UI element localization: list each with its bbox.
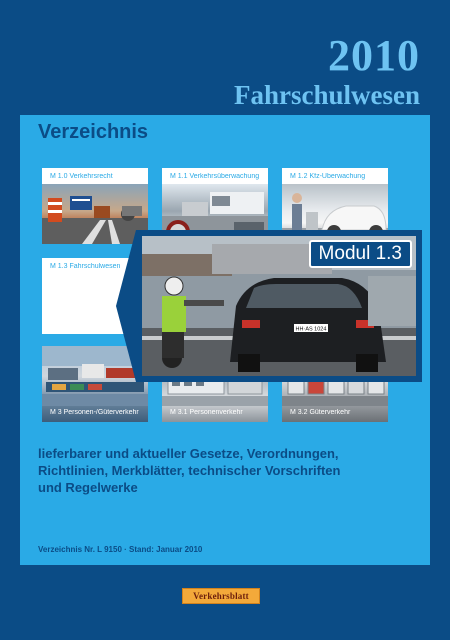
tile-label: M 1.3 Fahrschulwesen — [50, 263, 121, 270]
description-line: und Regelwerke — [38, 480, 138, 495]
publisher-logo-text: Verkehrsblatt — [193, 591, 249, 601]
description-line: Richtlinien, Merkblätter, technischer Vorschriften — [38, 463, 341, 478]
tile-label: M 1.2 Kfz-Überwachung — [290, 173, 366, 180]
description-line: lieferbarer und aktueller Gesetze, Verordnungen, — [38, 446, 339, 461]
plate-text: HH·AS 1024 — [295, 326, 327, 333]
catalog-description — [38, 445, 418, 496]
catalog-number: Verzeichnis Nr. L 9150 · Stand: Januar 2010 — [38, 545, 203, 554]
tile-photo-roadwork — [42, 184, 148, 244]
publisher-logo — [182, 588, 260, 604]
panel-title: Verzeichnis — [38, 121, 149, 143]
tile-label: M 3 Personen-/Güterverkehr — [50, 409, 139, 416]
year-title: 2010 — [328, 31, 420, 80]
subtitle: Fahrschulwesen — [233, 80, 420, 110]
tile-label: M 1.0 Verkehrsrecht — [50, 173, 113, 180]
tile-label: M 1.1 Verkehrsüberwachung — [170, 173, 260, 180]
tile-label: M 3.2 Güterverkehr — [290, 409, 351, 416]
roadwork-illustration — [42, 184, 148, 244]
modul-badge: Modul 1.3 — [309, 240, 412, 268]
tile-m1-0 — [42, 168, 148, 244]
highlight-frame — [136, 230, 422, 382]
main-photo-driving-school — [142, 236, 416, 376]
catalog-panel — [20, 115, 430, 565]
tile-label: M 3.1 Personenverkehr — [170, 409, 243, 416]
